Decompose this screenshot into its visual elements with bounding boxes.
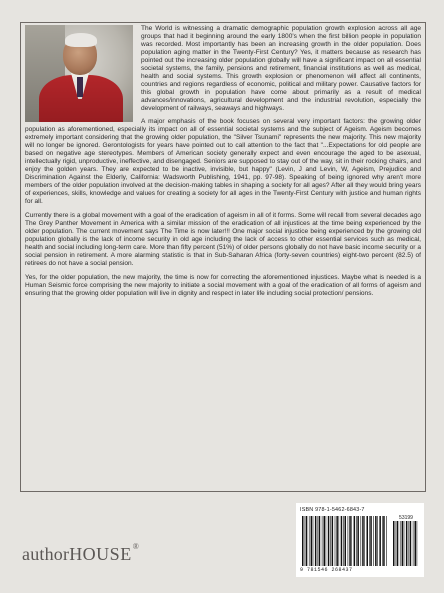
barcode-bar xyxy=(367,516,369,566)
barcode-bar xyxy=(361,516,362,566)
necktie xyxy=(77,77,83,97)
barcode-bar xyxy=(364,516,365,566)
barcode-bar xyxy=(386,516,387,566)
barcode-bar xyxy=(400,521,401,566)
barcode-bar xyxy=(336,516,338,566)
barcode-bar xyxy=(396,521,397,566)
barcode-bar xyxy=(379,516,381,566)
barcode-bar xyxy=(309,516,310,566)
author-portrait xyxy=(25,25,133,122)
barcode-bar xyxy=(345,516,347,566)
barcode-bar xyxy=(356,516,357,566)
paragraph-2: A major emphasis of the book focuses on several very important factors: the growing older population as aforementioned, especially its impact on all of essential societal systems and the subject of Ageism. Ageism becomes extremely important considering that the growing older population, the "Silver Tsunami" represents the new majority. This new majority will no longer be ignored. Gerontologists for years have pointed out to call attention to the fact that "...Expectations for old people are based on negative age stereotypes. Members of American society generally expect and even encourage the aged to be asexual, intellectually rigid, unproductive, ineffective, and disengaged. Seniors are supposed to stay out of the way, sit in their rocking chairs, and enjoy the golden years. They are expected to be inactive, invisible, but happy" (Levin, J and Levin, W, Ageism, Prejudice and Discrimination Against the Elderly, California: Wadsworth Publishing, 1941, pp. 97-98). Speaking of being ignored why aren't more members of the older population involved at the decision-making tables in shaping a society for all ages? After all they would bring years of experiences, skills, knowledge and values for creating a society for all ages in the Twenty-First Century with justice and human rights for all. xyxy=(25,118,421,206)
barcode-bar xyxy=(404,521,405,566)
publisher-logo xyxy=(22,544,139,565)
barcode-bar xyxy=(413,521,414,566)
paragraph-4: Yes, for the older population, the new majority, the time is now for correcting the aforementioned injustices. Maybe what is needed is a Human Seismic force comprising the new majority to initiate a social movement with a goal of the eradication of all forms of ageism and ensuring that the growing older population will live in dignity and respect in later life including social protection/ pensions. xyxy=(25,273,421,297)
barcode-digits: 9 781546 268437 xyxy=(300,567,353,573)
barcode-bar xyxy=(409,521,410,566)
barcode-bar xyxy=(341,516,343,566)
paragraph-3: Currently there is a global movement with a goal of the eradication of ageism in all of it forms. Some will recall from several decades ago The Grey Panther Movement in America with a similar mission of the eradication of all injustices at the time being experienced by the older population. The current movement says The Time is now later!!! One major social injustice being experienced by the growing old population globally is the lack of income security in old age including the lack of access to other essential services such as medical, health and social including long-term care. More than fifty percent (51%) of older persons globally do not have basic income security or a social pension in retirement. A more alarming statistic is that in Sub-Saharan Africa (forty-seven countries) eight-two percent (82.5) of retirees do not have a social pension. xyxy=(25,211,421,267)
barcode-bar xyxy=(311,516,313,566)
barcode-bar xyxy=(322,516,323,566)
barcode-bar xyxy=(382,516,383,566)
price-addon-number: 53199 xyxy=(399,515,413,521)
barcode-bar xyxy=(383,516,385,566)
barcode-bar xyxy=(362,516,364,566)
barcode-bar xyxy=(351,516,352,566)
barcode-bar xyxy=(369,516,370,566)
barcode-bar xyxy=(406,521,408,566)
barcode-bar xyxy=(415,521,417,566)
barcode-bar xyxy=(332,516,334,566)
barcode-bar xyxy=(330,516,331,566)
barcode-bar xyxy=(318,516,319,566)
barcode-bar xyxy=(302,516,304,566)
barcode-bar xyxy=(335,516,336,566)
barcode-bar xyxy=(305,516,306,566)
ean-barcode xyxy=(302,516,388,566)
registered-mark: ® xyxy=(132,542,139,551)
barcode-bar xyxy=(402,521,404,566)
paragraph-1: The World is witnessing a dramatic demographic population growth explosion across all age groups that had it beginning around the early 1800's when the first billion people in population was recorded. Most importantly has been an increasing growth in the older population. Does population aging matter in the Twenty-First Century? Yes, it matters because as research has pointed out the increasing older population globally will have a significant impact on all essential societal systems, the family, pensions and retirement, financial institutions as well as medical, health and social systems. This growth explosion or phenomenon will affect all continents, countries and regions regardless of economic, political and military power. Causative factors for this global growth in population have come about primarily as a result of medical advances/innovations, agricultural development and the industrial revolution, especially the development of railways, seaways and highways. xyxy=(141,25,421,112)
barcode-bar xyxy=(357,516,359,566)
barcode-panel xyxy=(296,503,424,577)
barcode-bar xyxy=(417,521,418,566)
barcode-bar xyxy=(328,516,330,566)
barcode-bar xyxy=(343,516,344,566)
barcode-bar xyxy=(306,516,308,566)
barcode-bar xyxy=(370,516,372,566)
barcode-bar xyxy=(410,521,412,566)
barcode-bar xyxy=(393,521,395,566)
barcode-bar xyxy=(339,516,340,566)
barcode-bar xyxy=(313,516,314,566)
author-hair xyxy=(65,33,97,47)
barcode-bar xyxy=(397,521,399,566)
barcode-bar xyxy=(348,516,349,566)
blurb-text xyxy=(25,25,421,304)
addon-barcode xyxy=(393,521,419,566)
barcode-bar xyxy=(375,516,377,566)
publisher-name-part2: HOUSE xyxy=(69,544,132,564)
barcode-bar xyxy=(349,516,351,566)
publisher-name-part1: author xyxy=(22,544,70,564)
barcode-bar xyxy=(319,516,321,566)
barcode-bar xyxy=(373,516,374,566)
barcode-bar xyxy=(315,516,317,566)
barcode-bar xyxy=(326,516,327,566)
barcode-bar xyxy=(324,516,326,566)
isbn-label: ISBN 978-1-5462-6843-7 xyxy=(300,507,365,513)
barcode-bar xyxy=(354,516,356,566)
barcode-bar xyxy=(377,516,378,566)
